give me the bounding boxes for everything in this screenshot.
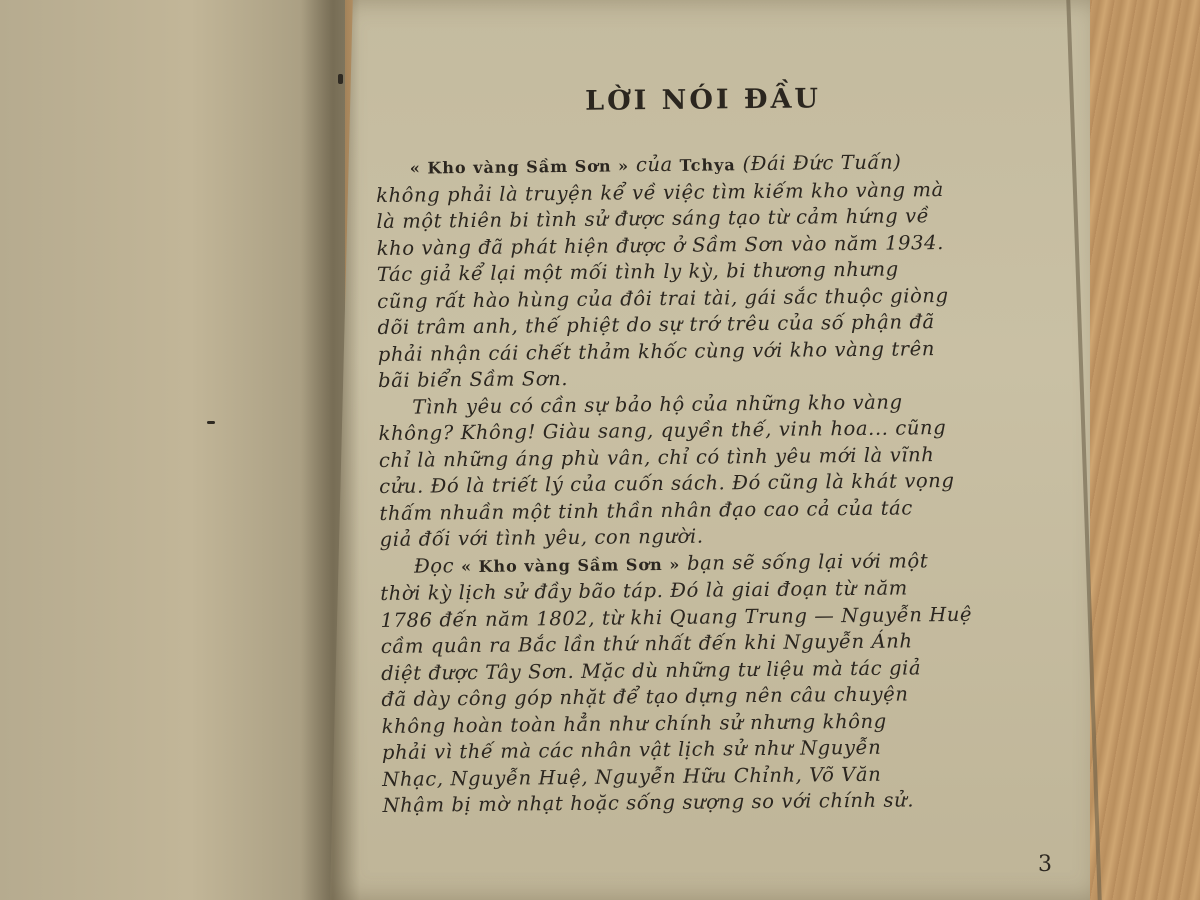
text-line: không? Không! Giàu sang, quyền thế, vinh hoa... cũng: [378, 416, 947, 445]
preface-text-block: [375, 81, 1063, 820]
author-name: Tchya: [679, 155, 736, 175]
text-line: cửu. Đó là triết lý của cuốn sách. Đó cũng là khát vọng: [379, 468, 955, 498]
text-line: diệt được Tây Sơn. Mặc dù những tư liệu mà tác giả: [381, 655, 922, 685]
text-line: thời kỳ lịch sử đầy bão táp. Đó là giai đoạn từ năm: [380, 576, 908, 605]
text-line: là một thiên bi tình sử được sáng tạo từ cảm hứng về: [376, 204, 930, 233]
text-line: chỉ là những áng phù vân, chỉ có tình yêu mới là vĩnh: [378, 442, 935, 472]
text-line: cầm quân ra Bắc lần thứ nhất đến khi Nguyễn Ánh: [380, 629, 913, 658]
text-line: thấm nhuần một tinh thần nhân đạo cao cả của tác: [379, 495, 913, 525]
text-line: Đọc « Kho vàng Sầm Sơn » bạn sẽ sống lại với một: [413, 548, 929, 578]
text-line: phải nhận cái chết thảm khốc cùng với kho vàng trên: [377, 336, 936, 366]
text-line: đã dày công góp nhặt để tạo dựng nên câu chuyện: [381, 682, 909, 711]
text-line: giả đối với tình yêu, con người.: [379, 524, 704, 551]
paragraph-1: [376, 148, 1058, 395]
text-line: không hoàn toàn hẳn như chính sử nhưng không: [381, 709, 887, 738]
text-line: 1786 đến năm 1802, từ khi Quang Trung — Nguyễn Huệ: [380, 602, 973, 632]
text-line: bãi biển Sầm Sơn.: [377, 366, 569, 392]
text-line: không phải là truyện kể về việc tìm kiếm kho vàng mà: [376, 177, 944, 207]
text-line: « Kho vàng Sầm Sơn » của Tchya (Đái Đức Tuấn): [409, 150, 902, 178]
page-number: 3: [1038, 852, 1052, 877]
text-line: Nhậm bị mờ nhạt hoặc sống sượng so với chính sử.: [382, 788, 915, 817]
paragraph-3: [380, 546, 1063, 819]
left-book-page: [0, 0, 345, 900]
paragraph-2: [378, 387, 1060, 553]
text-line: Nhạc, Nguyễn Huệ, Nguyễn Hữu Chỉnh, Võ Văn: [382, 762, 882, 791]
text-line: dõi trâm anh, thế phiệt do sự trớ trêu của số phận đã: [377, 310, 935, 339]
book-title-inline: « Kho vàng Sầm Sơn »: [409, 156, 630, 178]
text-line: phải vì thế mà các nhân vật lịch sử như Nguyễn: [381, 735, 882, 764]
book-title-inline: « Kho vàng Sầm Sơn »: [460, 554, 681, 576]
book-gutter-shadow: [300, 0, 360, 900]
text-line: Tình yêu có cần sự bảo hộ của những kho vàng: [412, 389, 903, 419]
paper-speck: [338, 74, 343, 84]
text-line: cũng rất hào hùng của đôi trai tài, gái sắc thuộc giòng: [377, 283, 949, 313]
text-line: Tác giả kể lại một mối tình ly kỳ, bi thương nhưng: [376, 257, 899, 286]
text-line: kho vàng đã phát hiện được ở Sầm Sơn vào năm 1934.: [376, 230, 945, 260]
paper-speck: [207, 421, 215, 424]
page-title: LỜI NÓI ĐẦU: [584, 83, 822, 117]
